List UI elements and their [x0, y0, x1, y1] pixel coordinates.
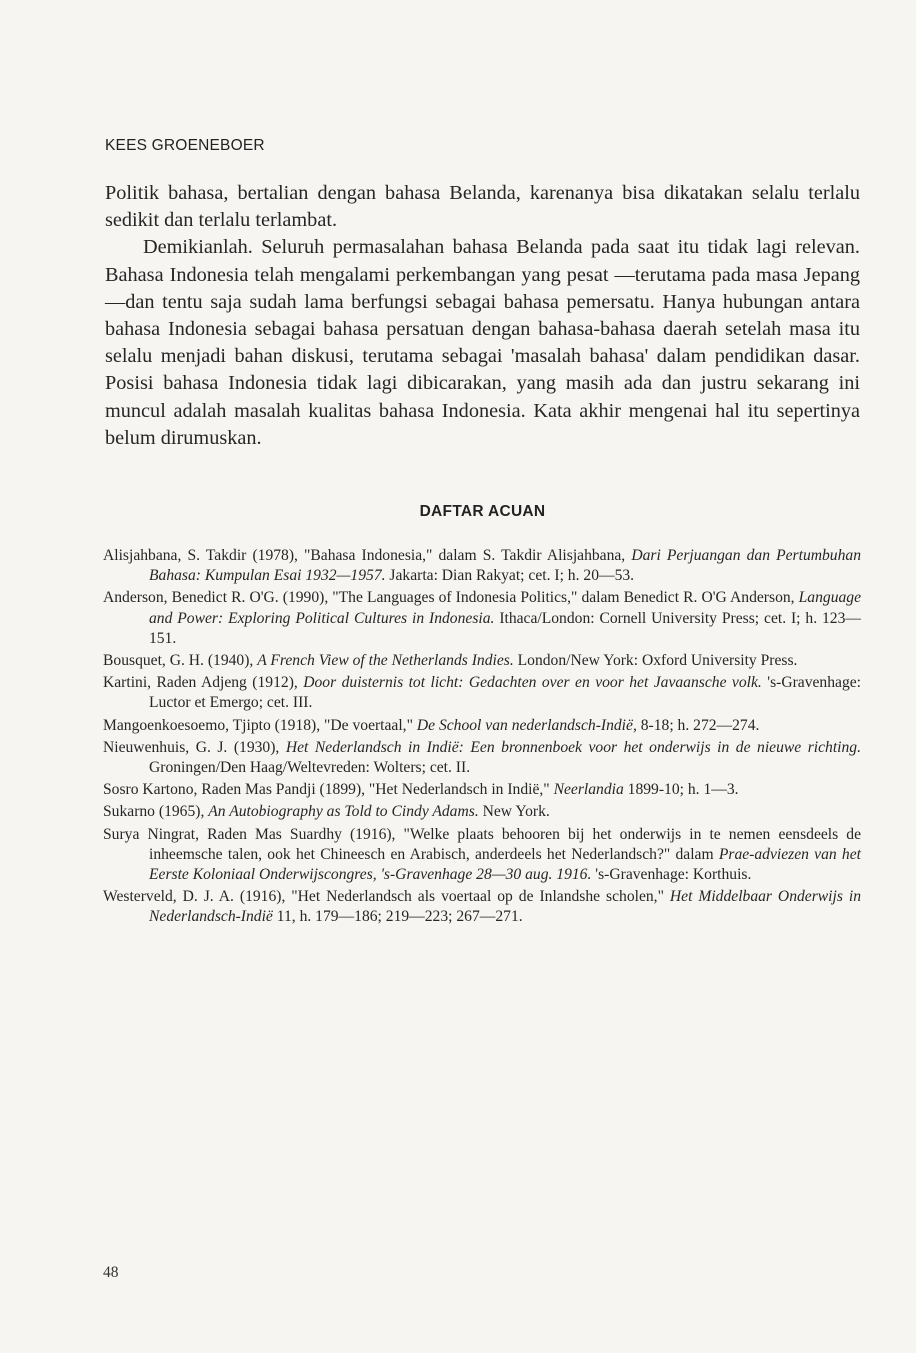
reference-entry: Sukarno (1965), An Autobiography as Told to Cindy Adams. New York. — [103, 803, 550, 821]
reference-list — [103, 546, 861, 930]
reference-entry: Surya Ningrat, Raden Mas Suardhy (1916), "Welke plaats behooren bij het onderwijs in te nemen eensdeels de inheemsche talen, ook het Chineesch en Arabisch, anderdeels het Nederlandsch?" dalam Prae-adviezen van het Eerste Koloniaal Onderwijscongres, 's-Gravenhage 28—30 aug. 1916. 's-Gravenhage: Korthuis. — [103, 825, 861, 884]
section-heading: DAFTAR ACUAN — [419, 503, 546, 520]
reference-entry: Westerveld, D. J. A. (1916), "Het Nederlandsch als voertaal op de Inlandshe scholen," Het Middelbaar Onderwijs in Nederlandsch-Indië 11, h. 179—186; 219—223; 267—271. — [103, 888, 861, 926]
reference-entry: Alisjahbana, S. Takdir (1978), "Bahasa Indonesia," dalam S. Takdir Alisjahbana, Dari Perjuangan dan Pertumbuhan Bahasa: Kumpulan Esai 1932—1957. Jakarta: Dian Rakyat; cet. I; h. 20—53. — [103, 547, 861, 585]
reference-entry: Kartini, Raden Adjeng (1912), Door duisternis tot licht: Gedachten over en voor het Javaansche volk. 's-Gravenhage: Luctor et Emergo; cet. III. — [103, 674, 861, 712]
reference-entry: Sosro Kartono, Raden Mas Pandji (1899), "Het Nederlandsch in Indië," Neerlandia 1899-10; h. 1—3. — [103, 781, 739, 799]
page-number: 48 — [103, 1264, 119, 1281]
reference-entry: Bousquet, G. H. (1940), A French View of the Netherlands Indies. London/New York: Oxford University Press. — [103, 652, 798, 670]
reference-entry: Mangoenkoesoemo, Tjipto (1918), "De voertaal," De School van nederlandsch-Indië, 8-18; h. 272—274. — [103, 716, 760, 734]
paragraph: Politik bahasa, bertalian dengan bahasa Belanda, karenanya bisa dikatakan selalu terlalu sedikit dan terlalu terlambat. — [105, 182, 860, 232]
body-text — [105, 180, 860, 452]
reference-entry: Nieuwenhuis, G. J. (1930), Het Nederlandsch in Indië: Een bronnenboek voor het onderwijs in de nieuwe richting. Groningen/Den Haag/Weltevreden: Wolters; cet. II. — [103, 738, 861, 777]
paragraph: Demikianlah. Seluruh permasalahan bahasa Belanda pada saat itu tidak lagi relevan. Bahasa Indonesia telah mengalami perkembangan yang pesat —terutama pada masa Jepang—dan tentu saja sudah lama berfungsi sebagai bahasa pemersatu. Hanya hubungan antara bahasa Indonesia sebagai bahasa persatuan dengan bahasa-bahasa daerah setelah masa itu selalu menjadi bahan diskusi, terutama sebagai 'masalah bahasa' dalam pendidikan dasar. Posisi bahasa Indonesia tidak lagi dibicarakan, yang masih ada dan justru sekarang ini muncul adalah masalah kualitas bahasa Indonesia. Kata akhir mengenai hal itu sepertinya belum dirumuskan. — [105, 236, 860, 449]
running-head: KEES GROENEBOER — [105, 137, 265, 154]
reference-entry: Anderson, Benedict R. O'G. (1990), "The Languages of Indonesia Politics," dalam Benedict R. O'G Anderson, Language and Power: Exploring Political Cultures in Indonesia. Ithaca/London: Cornell University Press; cet. I; h. 123—151. — [103, 589, 861, 647]
